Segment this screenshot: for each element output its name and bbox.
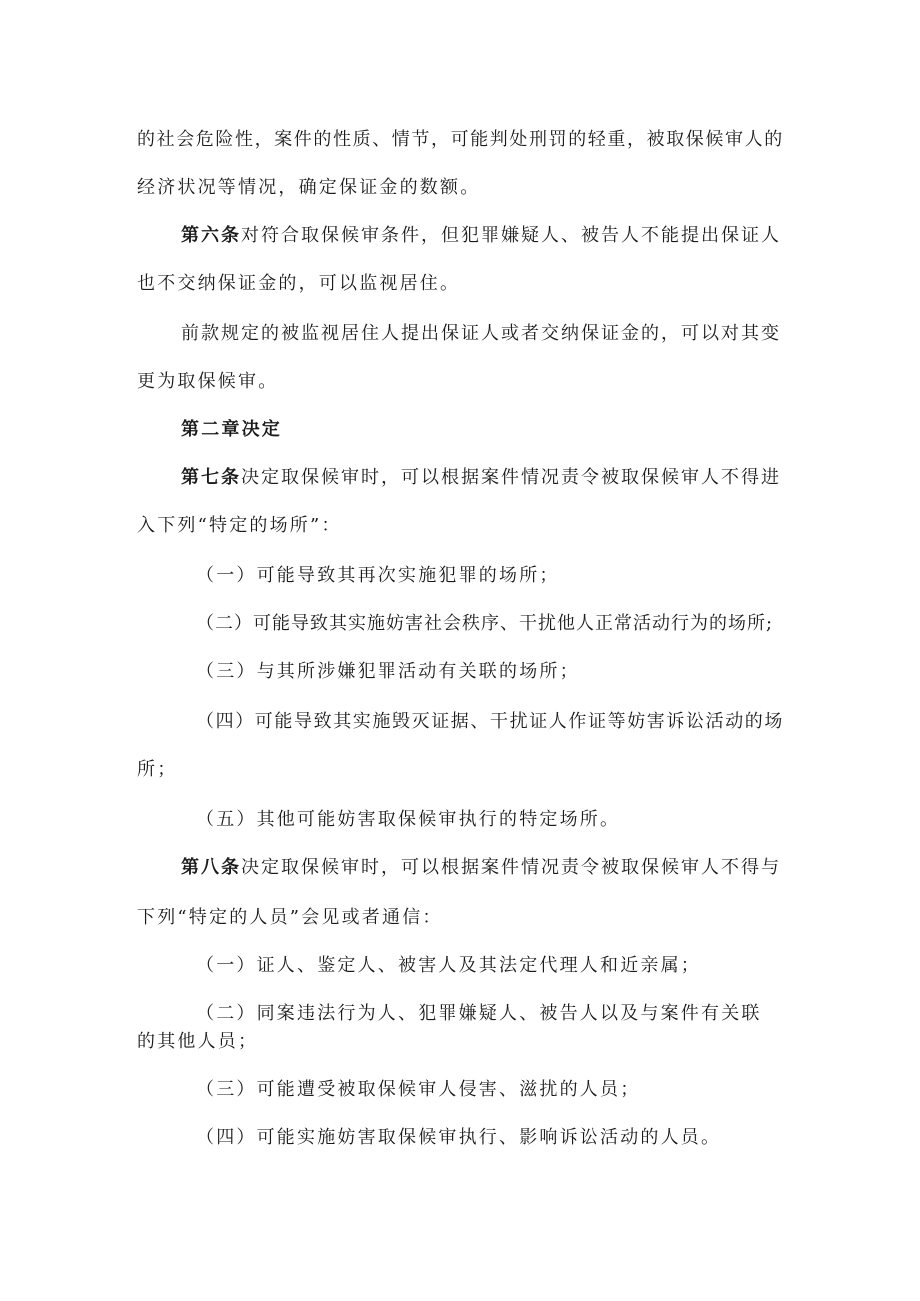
list-item: （二）同案违法行为人、犯罪嫌疑人、被告人以及与案件有关联	[196, 1003, 762, 1024]
chapter-heading: 第二章决定	[181, 419, 282, 440]
text-span: 决定取保候审时，可以根据案件情况责令被取保候审人不得进	[241, 467, 781, 488]
list-item: （四）可能实施妨害取保候审执行、影响诉讼活动的人员。	[196, 1127, 722, 1148]
text-line	[137, 272, 460, 296]
text-span: 对符合取保候审条件，但犯罪嫌疑人、被告人不能提出保证人	[241, 225, 781, 246]
list-item: （三）可能遭受被取保候审人侵害、滋扰的人员；	[196, 1079, 641, 1100]
article-8-paragraph	[181, 856, 781, 880]
text-line	[181, 322, 781, 346]
article-7-heading: 第七条	[181, 467, 241, 488]
list-item: （五）其他可能妨害取保候审执行的特定场所。	[196, 809, 621, 830]
article-7-paragraph	[181, 466, 781, 490]
text-span: 更为取保候审。	[137, 371, 279, 392]
text-span: 也不交纳保证金的，可以监视居住。	[137, 273, 461, 294]
text-span: 前款规定的被监视居住人提出保证人或者交纳保证金的，可以对其变	[181, 323, 781, 344]
list-item: （四）可能导致其实施毁灭证据、干扰证人作证等妨害诉讼活动的场	[196, 711, 784, 732]
text-line	[137, 176, 480, 200]
list-item: （一）证人、鉴定人、被害人及其法定代理人和近亲属；	[196, 955, 701, 976]
list-item: （三）与其所涉嫌犯罪活动有关联的场所；	[196, 661, 580, 682]
text-span: 入下列“特定的场所”：	[137, 515, 342, 536]
text-line	[137, 370, 278, 394]
list-item: （二）可能导致其实施妨害社会秩序、干扰他人正常活动行为的场所;	[196, 613, 774, 634]
text-span: 经济状况等情况，确定保证金的数额。	[137, 177, 481, 198]
article-6-paragraph	[181, 224, 781, 248]
text-line: 的其他人员；	[137, 1031, 259, 1052]
list-item: （一）可能导致其再次实施犯罪的场所；	[196, 565, 560, 586]
text-line: 下列“特定的人员”会见或者通信：	[137, 907, 443, 928]
article-8-heading: 第八条	[181, 857, 241, 878]
text-line	[137, 514, 342, 538]
article-6-heading: 第六条	[181, 225, 241, 246]
text-line: 所；	[137, 759, 178, 780]
text-line	[137, 128, 784, 152]
text-span: 的社会危险性，案件的性质、情节，可能判处刑罚的轻重，被取保候审人的	[137, 129, 784, 150]
text-span: 决定取保候审时，可以根据案件情况责令被取保候审人不得与	[241, 857, 781, 878]
